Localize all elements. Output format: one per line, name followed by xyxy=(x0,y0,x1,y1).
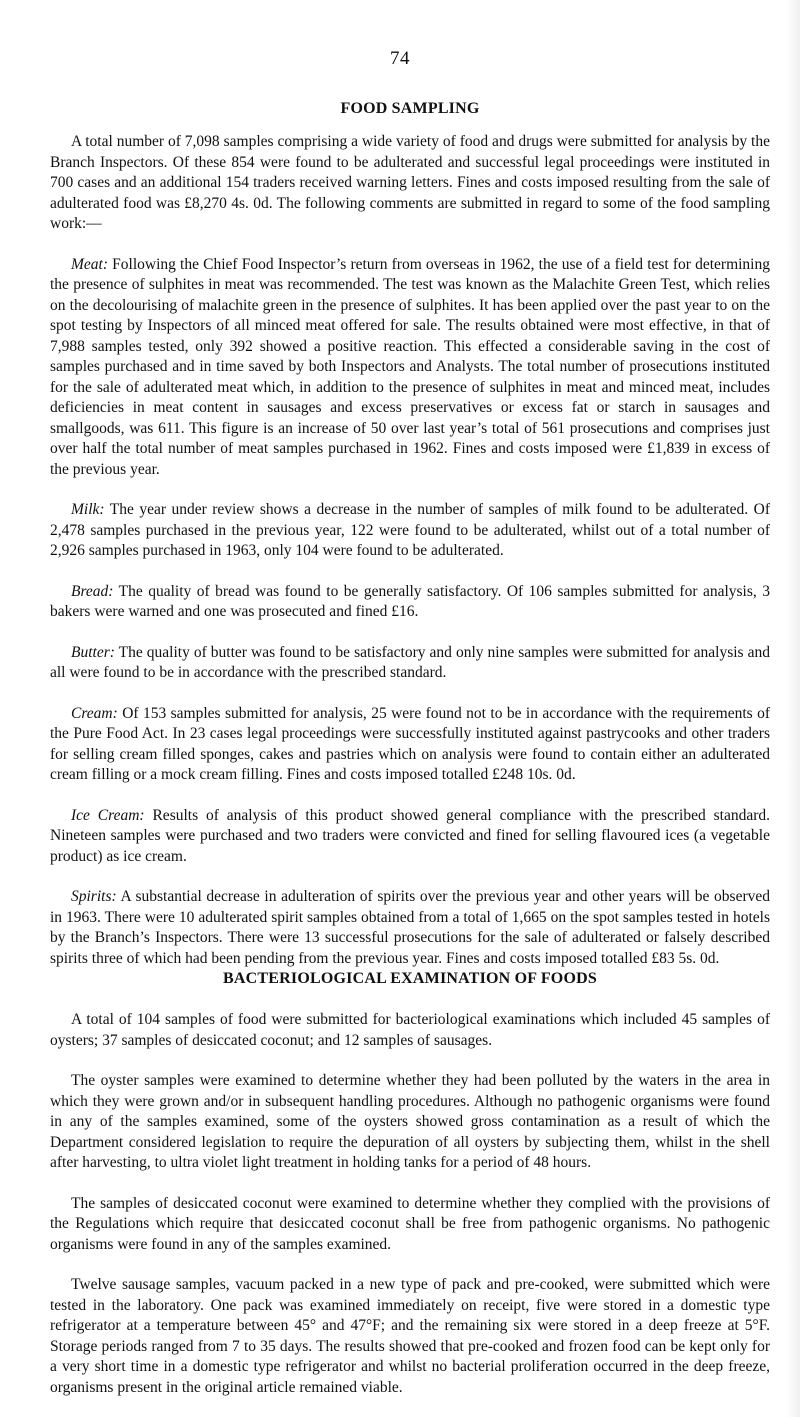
paragraph-body: The quality of bread was found to be generally satisfactory. Of 106 samples submitted for analysis, 3 bakers were warned and one was prosecuted and fined £16. xyxy=(50,582,770,620)
milk-paragraph xyxy=(50,500,770,562)
meat-paragraph xyxy=(50,255,770,481)
spirits-paragraph xyxy=(50,887,770,969)
paragraph-body: Of 153 samples submitted for analysis, 25 were found not to be in accordance with the requirements of the Pure Food Act. In 23 cases legal proceedings were successfully instituted against pastrycooks and other traders for selling cream filled sponges, cakes and pastries which on analysis were found to contain either an adulterated cream filling or a mock cream filling. Fines and costs imposed totalled £248 10s. 0d. xyxy=(50,704,770,783)
butter-paragraph xyxy=(50,643,770,684)
page-edge-shadow xyxy=(786,0,800,1417)
bacteriological-paragraph: The oyster samples were examined to determine whether they had been polluted by the waters in the area in which they were grown and/or in subsequent handling procedures. Although no pathogenic organisms were found in any of the samples examined, some of the oysters showed gross contamination as a result of which the Department considered legislation to require the depuration of all oysters by subjecting them, whilst in the shell after harvesting, to ultra violet light treatment in holding tanks for a period of 48 hours. xyxy=(50,1072,770,1171)
paragraph-lead: Butter: xyxy=(71,643,115,661)
cream-paragraph xyxy=(50,704,770,786)
intro-paragraph: A total number of 7,098 samples comprising a wide variety of food and drugs were submitted for analysis by the Branch Inspectors. Of these 854 were found to be adulterated and successful legal proceedings were instituted in 700 cases and an additional 154 traders received warning letters. Fines and costs imposed resulting from the sale of adulterated food was £8,270 4s. 0d. The following comments are submitted in regard to some of the food sampling work:— xyxy=(50,133,770,232)
paragraph-body: Results of analysis of this product showed general compliance with the prescribed standard. Nineteen samples were purchased and two traders were convicted and fined for selling flavoured ices (a vegetable product) as ice cream. xyxy=(50,806,771,865)
bacteriological-heading: BACTERIOLOGICAL EXAMINATION OF FOODS xyxy=(223,970,597,987)
paragraph-body: The year under review shows a decrease in the number of samples of milk found to be adulterated. Of 2,478 samples purchased in the previous year, 122 were found to be adulterated, whilst out of a total number of 2,926 samples purchased in 1963, only 104 were found to be adulterated. xyxy=(50,501,770,559)
food-sampling-section xyxy=(50,100,770,969)
bacteriological-paragraph: A total of 104 samples of food were submitted for bacteriological examinations which included 45 samples of oysters; 37 samples of desiccated coconut; and 12 samples of sausages. xyxy=(50,1011,770,1049)
bacteriological-section xyxy=(50,970,770,1398)
paragraph-body: Following the Chief Food Inspector’s return from overseas in 1962, the use of a field test for determining the presence of sulphites in meat was recommended. The test was known as the Malachite Green Test, which relies on the decolourising of malachite green in the presence of sulphites. It has been applied over the past year to on the spot testing by Inspectors of all minced meat offered for sale. The results obtained were most effective, in that of 7,988 samples tested, only 392 showed a positive reaction. This effected a considerable saving in the cost of samples purchased and in time saved by both Inspectors and Analysts. The total number of prosecutions instituted for the sale of adulterated meat which, in addition to the presence of sulphites in meat and minced meat, includes deficiencies in meat content in sausages and excess preservatives or excess fat or starch in sausages and smallgoods, was 611. This figure is an increase of 50 over last year’s total of 561 prosecutions and comprises just over half the total number of meat samples purchased in 1962. Fines and costs imposed were £1,839 in excess of the previous year. xyxy=(50,255,770,478)
paragraph-lead: Meat: xyxy=(71,255,109,273)
paragraph-lead: Milk: xyxy=(71,501,105,518)
bacteriological-paragraph: Twelve sausage samples, vacuum packed in a new type of pack and pre-cooked, were submitted which were tested in the laboratory. One pack was examined immediately on receipt, five were stored in a domestic type refrigerator at a temperature between 45° and 47°F; and the remaining six were stored in a deep freeze at 5°F. Storage periods ranged from 7 to 35 days. The results showed that pre-cooked and frozen food can be kept only for a very short time in a domestic type refrigerator and whilst no bacterial proliferation occurred in the deep freeze, organisms present in the original article remained viable. xyxy=(50,1276,770,1396)
paragraph-body: The quality of butter was found to be satisfactory and only nine samples were submitted for analysis and all were found to be in accordance with the prescribed standard. xyxy=(50,643,770,681)
paragraph-lead: Cream: xyxy=(71,704,118,722)
paragraph-lead: Spirits: xyxy=(71,888,117,905)
bacteriological-paragraph: The samples of desiccated coconut were examined to determine whether they complied with the provisions of the Regulations which require that desiccated coconut shall be free from pathogenic organisms. No pathogenic organisms were found in any of the samples examined. xyxy=(50,1194,770,1253)
bread-paragraph xyxy=(50,582,770,623)
food-sampling-heading: FOOD SAMPLING xyxy=(340,100,480,117)
page-number: 74 xyxy=(390,48,410,69)
paragraph-lead: Bread: xyxy=(71,582,114,600)
paragraph-lead: Ice Cream: xyxy=(71,806,145,824)
ice-cream-paragraph xyxy=(50,806,770,868)
paragraph-body: A substantial decrease in adulteration of spirits over the previous year and other years will be observed in 1963. There were 10 adulterated spirit samples obtained from a total of 1,665 on the spot samples tested in hotels by the Branch’s Inspectors. There were 13 successful prosecutions for the sale of adulterated or falsely described spirits three of which had been pending from the previous year. Fines and costs imposed totalled £83 5s. 0d. xyxy=(50,888,770,967)
